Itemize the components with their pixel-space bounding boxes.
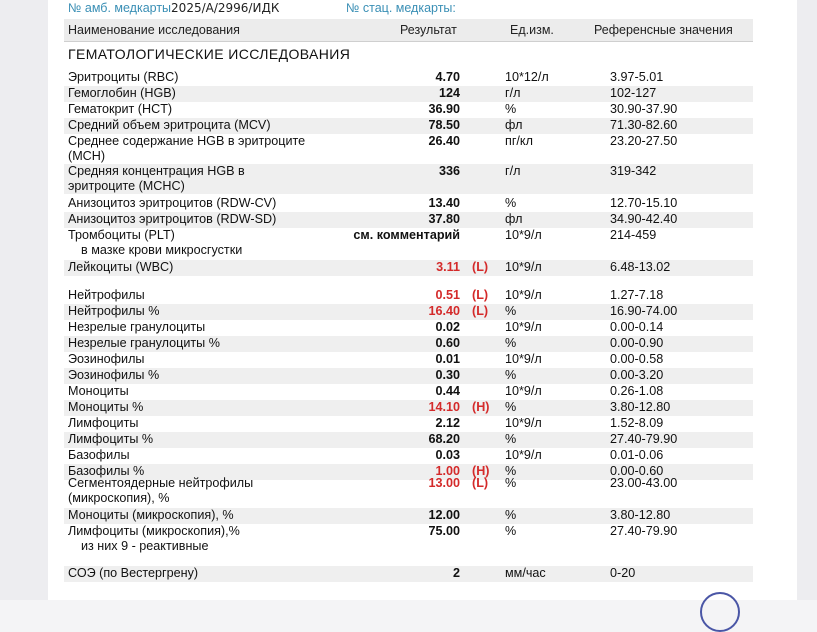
- test-name: [68, 476, 330, 506]
- test-name-line: Базофилы %: [68, 464, 145, 478]
- table-row: [64, 228, 753, 258]
- test-name-line: Среднее содержание HGB в эритроците: [68, 134, 306, 148]
- header-name: Наименование исследования: [68, 23, 240, 37]
- reference-range: 27.40-79.90: [610, 524, 678, 538]
- table-row: [64, 304, 753, 320]
- test-result: 336: [438, 164, 460, 178]
- reference-range: 214-459: [610, 228, 657, 242]
- test-result: 37.80: [428, 212, 460, 226]
- test-name: [68, 336, 330, 351]
- test-name: [68, 416, 330, 431]
- test-name: [68, 102, 330, 117]
- test-name-line: Сегментоядерные нейтрофилы: [68, 476, 254, 490]
- reference-range: 34.90-42.40: [610, 212, 678, 226]
- test-name: [68, 212, 330, 227]
- test-unit: 10*9/л: [505, 416, 542, 430]
- test-result: 12.00: [428, 508, 460, 522]
- test-name: [68, 260, 330, 275]
- reference-range: 16.90-74.00: [610, 304, 678, 318]
- table-row: [64, 508, 753, 524]
- reference-range: 1.27-7.18: [610, 288, 664, 302]
- reference-range: 102-127: [610, 86, 657, 100]
- section-title: ГЕМАТОЛОГИЧЕСКИЕ ИССЛЕДОВАНИЯ: [68, 46, 351, 62]
- test-result: 2: [452, 566, 460, 580]
- table-row: [64, 524, 753, 554]
- test-unit: %: [505, 368, 517, 382]
- table-row: [64, 566, 753, 582]
- test-unit: 10*9/л: [505, 448, 542, 462]
- table-row: [64, 400, 753, 416]
- reference-range: 71.30-82.60: [610, 118, 678, 132]
- test-unit: 10*9/л: [505, 288, 542, 302]
- table-row: [64, 320, 753, 336]
- test-name-line: Нейтрофилы: [68, 288, 145, 302]
- reference-range: 6.48-13.02: [610, 260, 671, 274]
- test-name-line: СОЭ (по Вестергрену): [68, 566, 199, 580]
- test-result: 68.20: [428, 432, 460, 446]
- stamp: [700, 592, 740, 632]
- test-name-line: Анизоцитоз эритроцитов (RDW-SD): [68, 212, 277, 226]
- test-unit: 10*9/л: [505, 320, 542, 334]
- reference-range: 23.00-43.00: [610, 476, 678, 490]
- stac-card-label: № стац. медкарты:: [346, 1, 456, 15]
- test-name-line: Лейкоциты (WBC): [68, 260, 174, 274]
- test-name: [68, 508, 330, 523]
- test-name-line: Лимфоциты (микроскопия),%: [68, 524, 240, 538]
- table-row: [64, 368, 753, 384]
- test-result: 14.10: [428, 400, 460, 414]
- test-name-subline: (микроскопия), %: [68, 491, 170, 505]
- reference-range: 0.00-0.14: [610, 320, 664, 334]
- reference-range: 23.20-27.50: [610, 134, 678, 148]
- abnormal-flag: (H): [472, 400, 490, 414]
- test-result: 0.44: [435, 384, 460, 398]
- test-name-subline: (MCH): [68, 149, 106, 163]
- test-name: [68, 566, 330, 581]
- test-name-line: Тромбоциты (PLT): [68, 228, 175, 242]
- test-name: [68, 228, 330, 258]
- test-name: [68, 288, 330, 303]
- table-row: [64, 336, 753, 352]
- reference-range: 30.90-37.90: [610, 102, 678, 116]
- test-result: см. комментарий: [353, 228, 460, 242]
- test-name: [68, 524, 330, 554]
- table-row: [64, 70, 753, 86]
- table-row: [64, 102, 753, 118]
- page-margin-right: [797, 0, 817, 600]
- amb-card-label: № амб. медкарты: [68, 1, 172, 15]
- test-name-line: Гематокрит (HCT): [68, 102, 173, 116]
- test-name-line: Гемоглобин (HGB): [68, 86, 176, 100]
- test-name-line: Эозинофилы %: [68, 368, 160, 382]
- test-unit: %: [505, 304, 517, 318]
- table-row: [64, 448, 753, 464]
- test-result: 2.12: [435, 416, 460, 430]
- table-row: [64, 134, 753, 164]
- reference-range: 0.00-0.90: [610, 336, 664, 350]
- test-unit: 10*9/л: [505, 260, 542, 274]
- test-unit: мм/час: [505, 566, 546, 580]
- reference-range: 0.00-3.20: [610, 368, 664, 382]
- test-result: 78.50: [428, 118, 460, 132]
- reference-range: 3.80-12.80: [610, 400, 671, 414]
- test-unit: %: [505, 336, 517, 350]
- reference-range: 12.70-15.10: [610, 196, 678, 210]
- amb-card-value: 2025/A/2996/ИДК: [171, 1, 280, 15]
- test-result: 0.51: [435, 288, 460, 302]
- test-name-line: Эозинофилы: [68, 352, 145, 366]
- table-row: [64, 384, 753, 400]
- test-result: 0.01: [435, 352, 460, 366]
- test-name-line: Незрелые гранулоциты: [68, 320, 206, 334]
- reference-range: 319-342: [610, 164, 657, 178]
- test-result: 75.00: [428, 524, 460, 538]
- test-name: [68, 70, 330, 85]
- test-unit: %: [505, 196, 517, 210]
- test-result: 124: [438, 86, 460, 100]
- reference-range: 0.00-0.60: [610, 464, 664, 478]
- abnormal-flag: (L): [472, 288, 489, 302]
- test-name: [68, 134, 330, 164]
- test-name-line: Базофилы: [68, 448, 130, 462]
- test-name: [68, 352, 330, 367]
- page-margin-left: [0, 0, 48, 600]
- test-name-line: Моноциты %: [68, 400, 144, 414]
- test-name-line: Незрелые гранулоциты %: [68, 336, 220, 350]
- test-name: [68, 118, 330, 133]
- test-unit: 10*12/л: [505, 70, 549, 84]
- test-name-line: Моноциты: [68, 384, 129, 398]
- table-row: [64, 288, 753, 304]
- reference-range: 0.26-1.08: [610, 384, 664, 398]
- test-unit: 10*9/л: [505, 228, 542, 242]
- reference-range: 3.80-12.80: [610, 508, 671, 522]
- reference-range: 0.00-0.58: [610, 352, 664, 366]
- table-header: [64, 19, 753, 42]
- header-unit: Ед.изм.: [510, 23, 554, 37]
- test-name: [68, 304, 330, 319]
- test-name-line: Лимфоциты: [68, 416, 139, 430]
- test-name: [68, 384, 330, 399]
- test-unit: %: [505, 432, 517, 446]
- test-result: 0.02: [435, 320, 460, 334]
- test-name: [68, 196, 330, 211]
- table-row: [64, 86, 753, 102]
- reference-range: 3.97-5.01: [610, 70, 664, 84]
- table-row: [64, 352, 753, 368]
- test-name-line: Эритроциты (RBC): [68, 70, 179, 84]
- table-row: [64, 260, 753, 276]
- reference-range: 27.40-79.90: [610, 432, 678, 446]
- test-result: 13.00: [428, 476, 460, 490]
- test-name: [68, 448, 330, 463]
- test-result: 0.30: [435, 368, 460, 382]
- test-unit: %: [505, 476, 517, 490]
- test-result: 16.40: [428, 304, 460, 318]
- test-unit: 10*9/л: [505, 384, 542, 398]
- test-result: 4.70: [435, 70, 460, 84]
- test-unit: %: [505, 464, 517, 478]
- abnormal-flag: (L): [472, 260, 489, 274]
- reference-range: 1.52-8.09: [610, 416, 664, 430]
- table-row: [64, 196, 753, 212]
- abnormal-flag: (H): [472, 464, 490, 478]
- test-unit: %: [505, 102, 517, 116]
- test-name-line: Моноциты (микроскопия), %: [68, 508, 234, 522]
- header-result: Результат: [400, 23, 457, 37]
- test-name-line: Анизоцитоз эритроцитов (RDW-CV): [68, 196, 277, 210]
- test-name-line: Нейтрофилы %: [68, 304, 160, 318]
- test-result: 3.11: [436, 260, 460, 274]
- table-row: [64, 432, 753, 448]
- abnormal-flag: (L): [472, 476, 489, 490]
- test-result: 1.00: [435, 464, 460, 478]
- test-result: 0.60: [435, 336, 460, 350]
- test-unit: пг/кл: [505, 134, 533, 148]
- amb-card-number: [68, 0, 279, 16]
- test-name: [68, 86, 330, 101]
- test-name-line: Лимфоциты %: [68, 432, 154, 446]
- test-unit: г/л: [505, 164, 521, 178]
- table-row: [64, 416, 753, 432]
- test-unit: %: [505, 400, 517, 414]
- reference-range: 0-20: [610, 566, 636, 580]
- table-row: [64, 118, 753, 134]
- test-name-line: Средний объем эритроцита (MCV): [68, 118, 271, 132]
- test-name: [68, 432, 330, 447]
- reference-range: 0.01-0.06: [610, 448, 664, 462]
- test-unit: г/л: [505, 86, 521, 100]
- test-unit: фл: [505, 118, 523, 132]
- test-name-subline: в мазке крови микросгустки: [81, 243, 243, 257]
- abnormal-flag: (L): [472, 304, 489, 318]
- test-name-line: Средняя концентрация HGB в: [68, 164, 245, 178]
- test-name: [68, 164, 330, 194]
- table-row: [64, 476, 753, 506]
- test-result: 13.40: [428, 196, 460, 210]
- test-name: [68, 400, 330, 415]
- test-name-subline: из них 9 - реактивные: [81, 539, 209, 553]
- table-row: [64, 212, 753, 228]
- test-name: [68, 320, 330, 335]
- test-result: 26.40: [428, 134, 460, 148]
- test-unit: 10*9/л: [505, 352, 542, 366]
- test-name: [68, 368, 330, 383]
- header-reference: Референсные значения: [594, 23, 733, 37]
- test-name-subline: эритроците (MCHC): [68, 179, 185, 193]
- table-row: [64, 164, 753, 194]
- test-unit: фл: [505, 212, 523, 226]
- test-result: 36.90: [428, 102, 460, 116]
- test-result: 0.03: [435, 448, 460, 462]
- test-unit: %: [505, 508, 517, 522]
- test-unit: %: [505, 524, 517, 538]
